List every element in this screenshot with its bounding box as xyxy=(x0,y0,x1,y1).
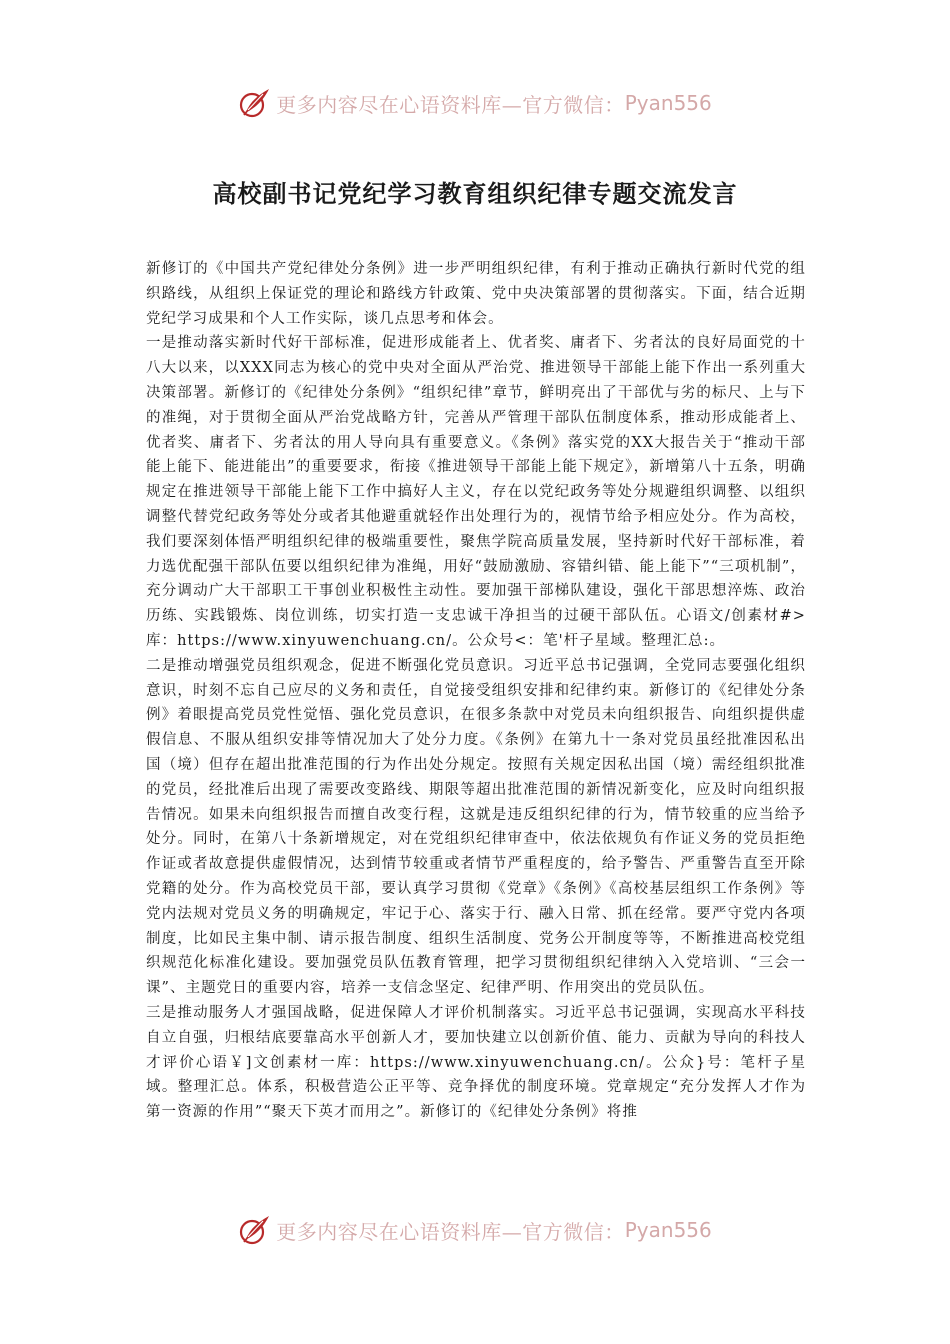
watermark-header xyxy=(0,83,950,123)
paragraph-section-3: 三是推动服务人才强国战略，促进保障人才评价机制落实。习近平总书记强调，实现高水平科技自立自强，归根结底要靠高水平创新人才，要加快建立以创新价值、能力、贡献为导向的科技人才评价心语￥]文创素材一库：https://www.xinyuwenchuang.cn/。公众}号：笔杆子星域。整理汇总。体系，积极营造公正平等、竞争择优的制度环境。党章规定“充分发挥人才作为第一资源的作用”“聚天下英才而用之”。新修订的《纪律处分条例》将推 xyxy=(146,1004,806,1121)
watermark-wechat-id: Pyan556 xyxy=(624,1218,712,1242)
watermark-footer xyxy=(0,1210,950,1250)
paragraph-intro: 新修订的《中国共产党纪律处分条例》进一步严明组织纪律，有利于推动正确执行新时代党的组织路线，从组织上保证党的理论和路线方针政策、党中央决策部署的贯彻落实。下面，结合近期党纪学习成果和个人工作实际，谈几点思考和体会。 xyxy=(146,261,806,327)
watermark-text: 更多内容尽在心语资料库—官方微信： xyxy=(276,92,625,117)
paragraph-section-2: 二是推动增强党员组织观念，促进不断强化党员意识。习近平总书记强调，全党同志要强化组织意识，时刻不忘自己应尽的义务和责任，自觉接受组织安排和纪律约束。新修订的《纪律处分条例》着眼提高党员党性觉悟、强化党员意识，在很多条款中对党员未向组织报告、向组织提供虚假信息、不服从组织安排等情况加大了处分力度。《条例》在第九十一条对党员虽经批准因私出国（境）但存在超出批准范围的行为作出处分规定。按照有关规定因私出国（境）需经组织批准的党员，经批准后出现了需要改变路线、期限等超出批准范围的新情况新变化，应及时向组织报告情况。如果未向组织报告而擅自改变行程，这就是违反组织纪律的行为，情节较重的应当给予处分。同时，在第八十条新增规定，对在党组织纪律审查中，依法依规负有作证义务的党员拒绝作证或者故意提供虚假情况，达到情节较重或者情节严重程度的，给予警告、严重警告直至开除党籍的处分。作为高校党员干部，要认真学习贯彻《党章》《条例》《高校基层组织工作条例》等党内法规对党员义务的明确规定，牢记于心、落实于行、融入日常、抓在经常。要严守党内各项制度，比如民主集中制、请示报告制度、组织生活制度、党务公开制度等等，不断推进高校党组织规范化标准化建设。要加强党员队伍教育管理，把学习贯彻组织纪律纳入入党培训、“三会一课”、主题党日的重要内容，培养一支信念坚定、纪律严明、作用突出的党员队伍。 xyxy=(146,657,806,997)
watermark-text: 更多内容尽在心语资料库—官方微信： xyxy=(276,1219,625,1244)
quill-logo-icon xyxy=(238,1213,272,1247)
document-body xyxy=(146,257,806,1125)
watermark-wechat-id: Pyan556 xyxy=(624,91,712,115)
document-title: 高校副书记党纪学习教育组织纪律专题交流发言 xyxy=(212,179,738,208)
paragraph-section-1: 一是推动落实新时代好干部标准，促进形成能者上、优者奖、庸者下、劣者汰的良好局面党的十八大以来，以XXX同志为核心的党中央对全面从严治党、推进领导干部能上能下作出一系列重大决策部署。新修订的《纪律处分条例》“组织纪律”章节，鲜明亮出了干部优与劣的标尺、上与下的准绳，对于贯彻全面从严治党战略方针，完善从严管理干部队伍制度体系，推动形成能者上、优者奖、庸者下、劣者汰的用人导向具有重要意义。《条例》落实党的XX大报告关于“推动干部能上能下、能进能出”的重要要求，衔接《推进领导干部能上能下规定》，新增第八十五条，明确规定在推进领导干部能上能下工作中搞好人主义，存在以党纪政务等处分规避组织调整、以组织调整代替党纪政务等处分或者其他避重就轻作出处理行为的，视情节给予相应处分。作为高校，我们要深刻体悟严明组织纪律的极端重要性，聚焦学院高质量发展，坚持新时代好干部标准，着力选优配强干部队伍要以组织纪律为准绳，用好“鼓励激励、容错纠错、能上能下”“三项机制”，充分调动广大干部职工干事创业积极性主动性。要加强干部梯队建设，强化干部思想淬炼、政治历练、实践锻炼、岗位训练，切实打造一支忠诚干净担当的过硬干部队伍。心语文/创素材#>库：https://www.xinyuwenchuang.cn/。公众号<：笔'杆子星域。整理汇总:。 xyxy=(146,335,806,649)
quill-logo-icon xyxy=(238,86,272,120)
